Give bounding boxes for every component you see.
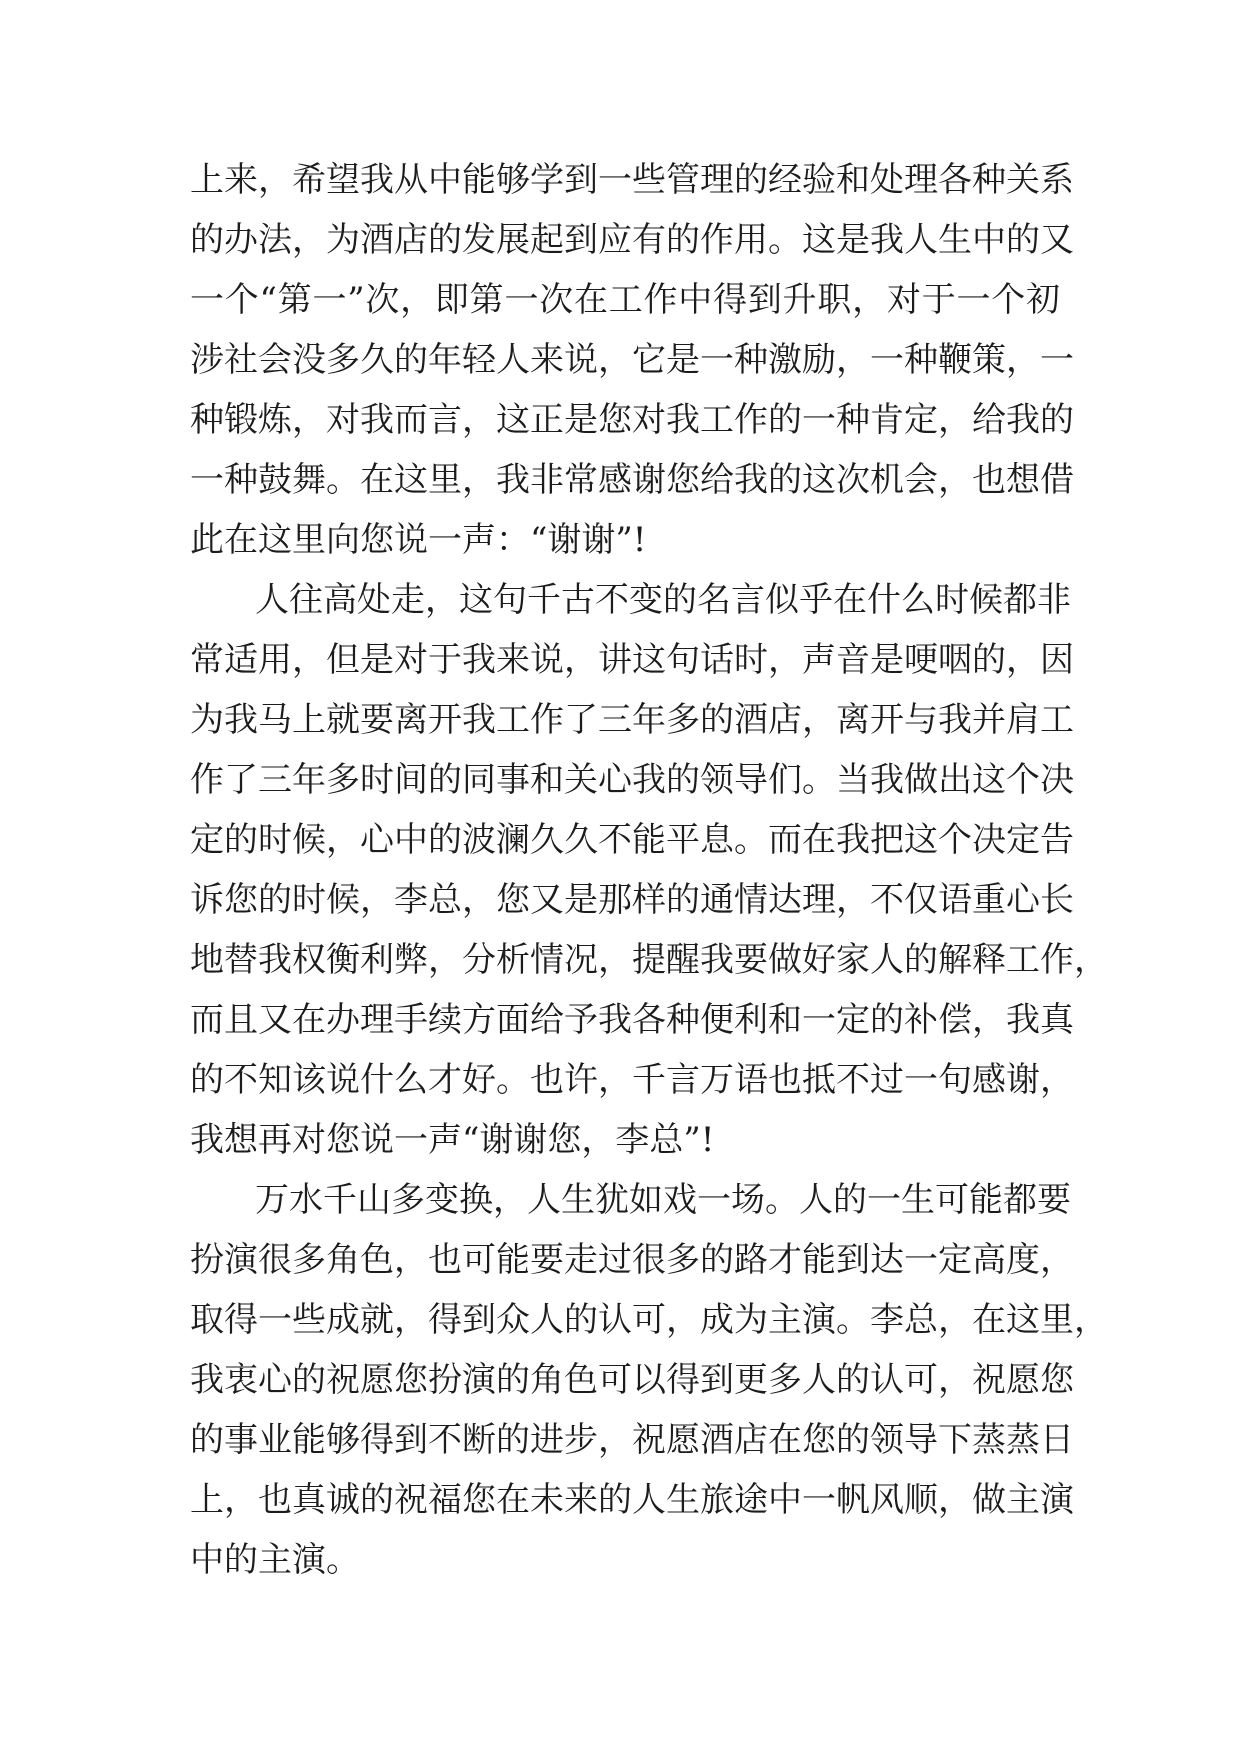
text-line: 常适用，但是对于我来说，讲这句话时，声音是哽咽的，因 <box>190 640 1074 680</box>
text-line: 中的主演。 <box>190 1540 360 1580</box>
body-text <box>190 150 1108 1590</box>
text-line: 为我马上就要离开我工作了三年多的酒店，离开与我并肩工 <box>190 700 1074 740</box>
text-line: 涉社会没多久的年轻人来说，它是一种激励，一种鞭策，一 <box>190 340 1074 380</box>
text-line: 人往高处走，这句千古不变的名言似乎在什么时候都非 <box>255 580 1071 620</box>
text-line: 一种鼓舞。在这里，我非常感谢您给我的这次机会，也想借 <box>190 460 1074 500</box>
text-line: 我衷心的祝愿您扮演的角色可以得到更多人的认可，祝愿您 <box>190 1360 1074 1400</box>
text-line: 上，也真诚的祝福您在未来的人生旅途中一帆风顺，做主演 <box>190 1480 1074 1520</box>
text-line: 而且又在办理手续方面给予我各种便利和一定的补偿，我真 <box>190 1000 1074 1040</box>
text-line: 种锻炼，对我而言，这正是您对我工作的一种肯定，给我的 <box>190 400 1074 440</box>
text-line: 的不知该说什么才好。也许，千言万语也抵不过一句感谢， <box>190 1060 1074 1100</box>
text-line: 上来，希望我从中能够学到一些管理的经验和处理各种关系 <box>190 160 1074 200</box>
text-line: 此在这里向您说一声：“谢谢”! <box>190 520 647 560</box>
text-line: 取得一些成就，得到众人的认可，成为主演。李总，在这里， <box>190 1300 1108 1340</box>
text-line: 作了三年多时间的同事和关心我的领导们。当我做出这个决 <box>190 760 1074 800</box>
text-line: 扮演很多角色，也可能要走过很多的路才能到达一定高度， <box>190 1240 1074 1280</box>
text-line: 我想再对您说一声“谢谢您，李总”! <box>190 1120 715 1160</box>
text-line: 定的时候，心中的波澜久久不能平息。而在我把这个决定告 <box>190 820 1074 860</box>
text-line: 一个“第一”次，即第一次在工作中得到升职，对于一个初 <box>190 280 1060 320</box>
text-line: 的事业能够得到不断的进步，祝愿酒店在您的领导下蒸蒸日 <box>190 1420 1074 1460</box>
text-line: 地替我权衡利弊，分析情况，提醒我要做好家人的解释工作， <box>190 940 1108 980</box>
text-line: 诉您的时候，李总，您又是那样的通情达理，不仅语重心长 <box>190 880 1074 920</box>
text-line: 的办法，为酒店的发展起到应有的作用。这是我人生中的又 <box>190 220 1074 260</box>
text-line: 万水千山多变换，人生犹如戏一场。人的一生可能都要 <box>255 1180 1071 1220</box>
